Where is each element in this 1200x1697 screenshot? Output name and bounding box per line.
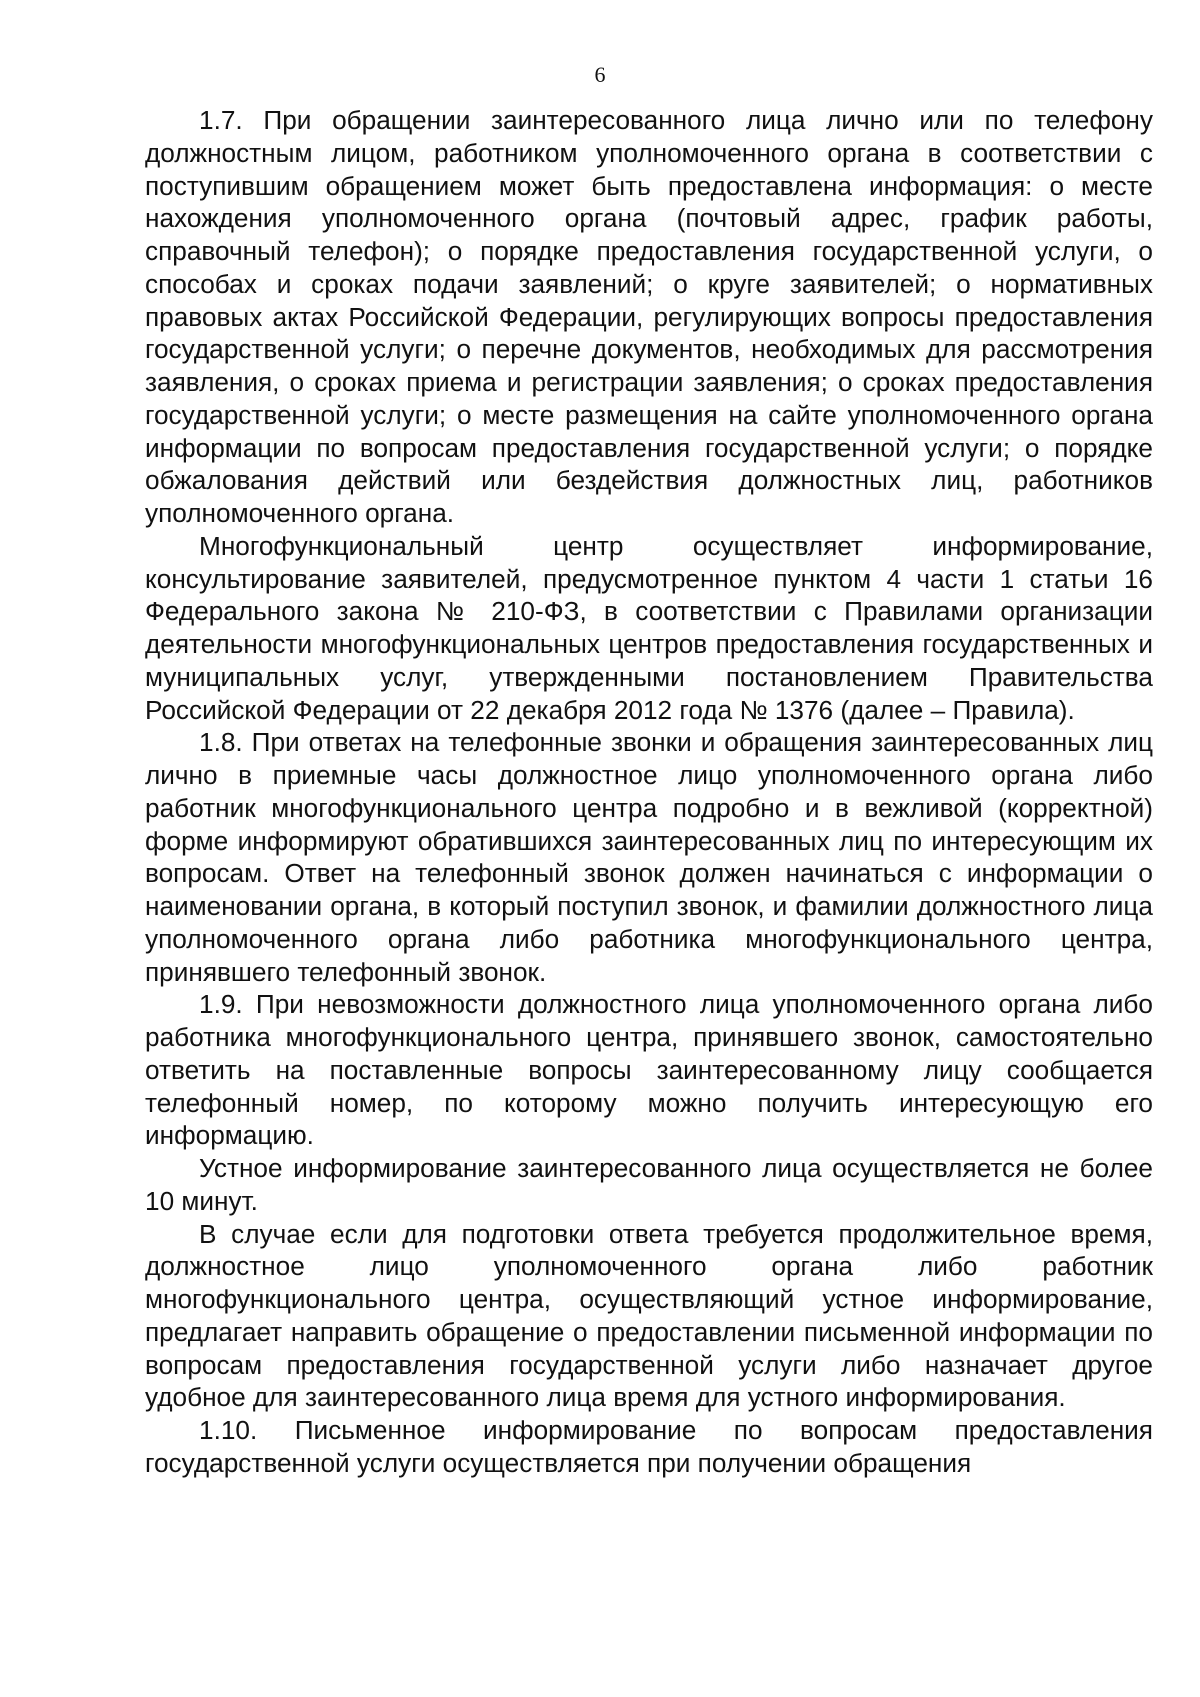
paragraph-1-7: 1.7. При обращении заинтересованного лица лично или по телефону должностным лицом, работником уполномоченного органа в соответствии с поступившим обращением может быть предоставлена информация: о месте нахождения уполномоченного органа (почтовый адрес, график работы, справочный телефон); о порядке предоставления государственной услуги, о способах и сроках подачи заявлений; о круге заявителей; о нормативных правовых актах Российской Федерации, регулирующих вопросы предоставления государственной услуги; о перечне документов, необходимых для рассмотрения заявления, о сроках приема и регистрации заявления; о сроках предоставления государственной услуги; о месте размещения на сайте уполномоченного органа информации по вопросам предоставления государственной услуги; о порядке обжалования действий или бездействия должностных лиц, работников уполномоченного органа. [145, 105, 1153, 528]
paragraph-1-10: 1.10. Письменное информирование по вопросам предоставления государственной услуги осуществляется при получении обращения [145, 1415, 1153, 1478]
page-number: 6 [594, 62, 606, 87]
paragraph-extended-answer: В случае если для подготовки ответа требуется продолжительное время, должностное лицо уполномоченного органа либо работник многофункционального центра, осуществляющий устное информирование, предлагает направить обращение о предоставлении письменной информации по вопросам предоставления государственной услуги либо назначает другое удобное для заинтересованного лица время для устного информирования. [145, 1218, 1153, 1413]
document-body [145, 104, 1153, 1480]
paragraph-mfc-informing: Многофункциональный центр осуществляет информирование, консультирование заявителей, предусмотренное пунктом 4 части 1 статьи 16 Федерального закона № 210-ФЗ, в соответствии с Правилами организации деятельности многофункциональных центров предоставления государственных и муниципальных услуг, утвержденными постановлением Правительства Российской Федерации от 22 декабря 2012 года № 1376 (далее – Правила). [145, 530, 1153, 725]
paragraph-oral-duration: Устное информирование заинтересованного лица осуществляется не более 10 минут. [145, 1153, 1153, 1216]
paragraph-1-9: 1.9. При невозможности должностного лица уполномоченного органа либо работника многофункционального центра, принявшего звонок, самостоятельно ответить на поставленные вопросы заинтересованному лицу сообщается телефонный номер, по которому можно получить интересующую его информацию. [145, 989, 1153, 1151]
paragraph-1-8: 1.8. При ответах на телефонные звонки и обращения заинтересованных лиц лично в приемные часы должностное лицо уполномоченного органа либо работник многофункционального центра подробно и в вежливой (корректной) форме информируют обратившихся заинтересованных лиц по интересующим их вопросам. Ответ на телефонный звонок должен начинаться с информации о наименовании органа, в который поступил звонок, и фамилии должностного лица уполномоченного органа либо работника многофункционального центра, принявшего телефонный звонок. [145, 727, 1153, 987]
